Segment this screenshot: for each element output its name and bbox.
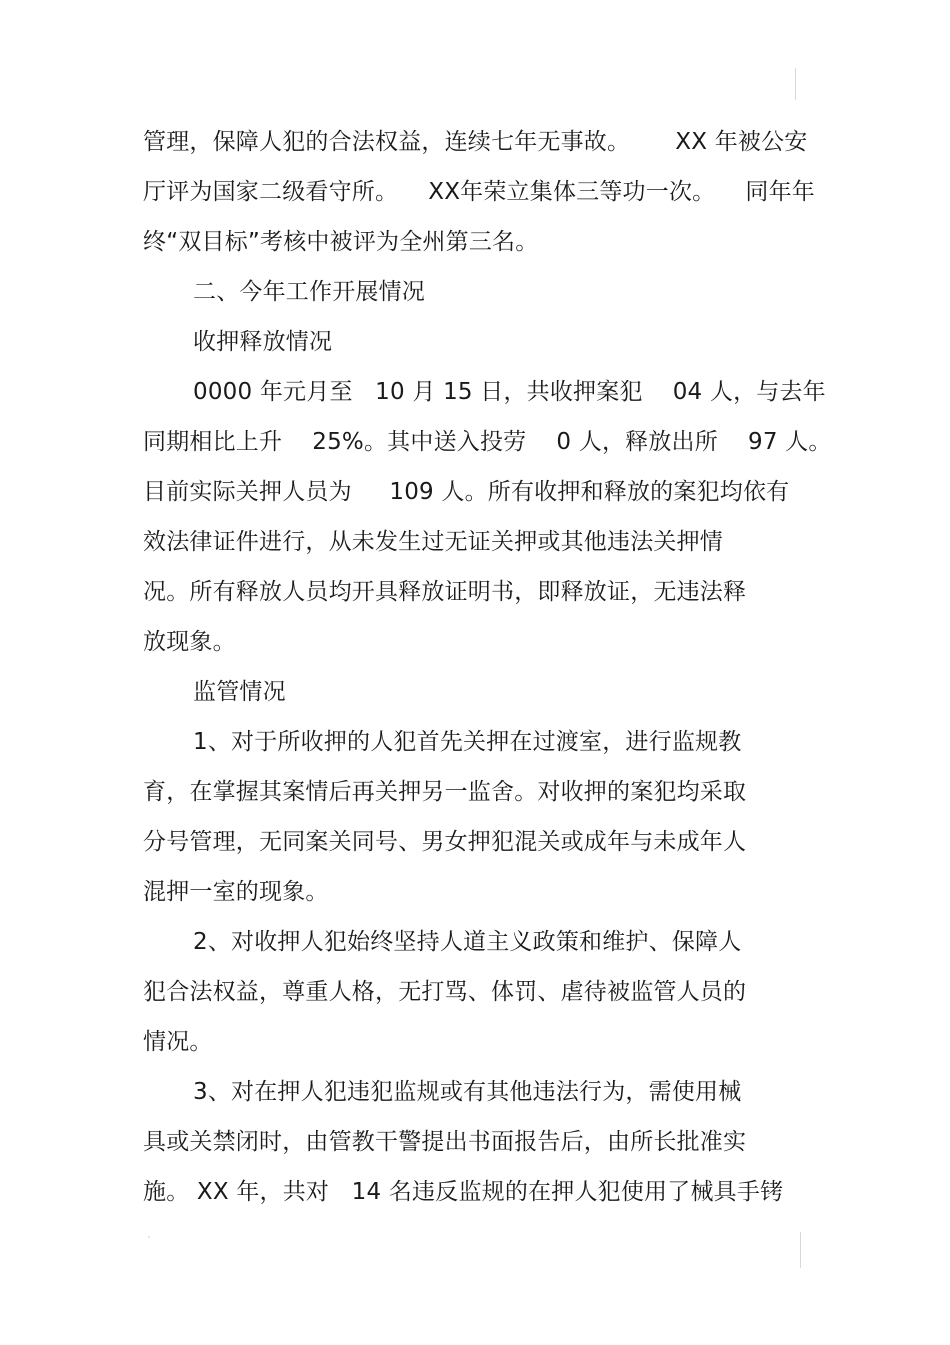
body-text-line: 具或关禁闭时，由管教干警提出书面报告后，由所长批准实 [143,1129,747,1155]
body-text-line: 管理，保障人犯的合法权益，连续七年无事故。 XX 年被公安 [143,129,808,155]
body-text-line: 0000 年元月至 10 月 15 日，共收押案犯 04 人，与去年 [193,379,826,405]
body-text-line: 混押一室的现象。 [143,879,329,905]
body-text-line: 放现象。 [143,629,236,655]
subsection-heading: 收押释放情况 [193,329,333,355]
body-text-line: 犯合法权益，尊重人格，无打骂、体罚、虐待被监管人员的 [143,979,747,1005]
body-text-line: 施。 XX 年，共对 14 名违反监规的在押人犯使用了械具手铐 [143,1179,784,1205]
body-text-line: 2、对收押人犯始终坚持人道主义政策和维护、保障人 [193,929,742,955]
body-text-line: 厅评为国家二级看守所。 XX年荣立集体三等功一次。 同年年 [143,179,816,205]
body-text-line: 效法律证件进行，从未发生过无证关押或其他违法关押情 [143,529,723,555]
body-text-line: 育，在掌握其案情后再关押另一监舍。对收押的案犯均采取 [143,779,747,805]
body-text-line: 同期相比上升 25%。其中送入投劳 0 人，释放出所 97 人。 [143,429,832,455]
body-text-line: 1、对于所收押的人犯首先关押在过渡室，进行监规教 [193,729,742,755]
body-text-line: 3、对在押人犯违犯监规或有其他违法行为，需使用械 [193,1079,742,1105]
page-edge-dot [148,1236,150,1238]
body-text-line: 况。所有释放人员均开具释放证明书，即释放证，无违法释 [143,579,747,605]
page-edge-mark-top [795,68,796,100]
body-text-line: 分号管理，无同案关同号、男女押犯混关或成年与未成年人 [143,829,747,855]
page-edge-mark-bottom [800,1232,801,1268]
body-text-line: 目前实际关押人员为 109 人。所有收押和释放的案犯均依有 [143,479,790,505]
body-text-line: 终“双目标”考核中被评为全州第三名。 [143,229,539,255]
body-text-line: 情况。 [143,1029,213,1055]
subsection-heading: 监管情况 [193,679,286,705]
section-heading: 二、今年工作开展情况 [193,279,425,305]
